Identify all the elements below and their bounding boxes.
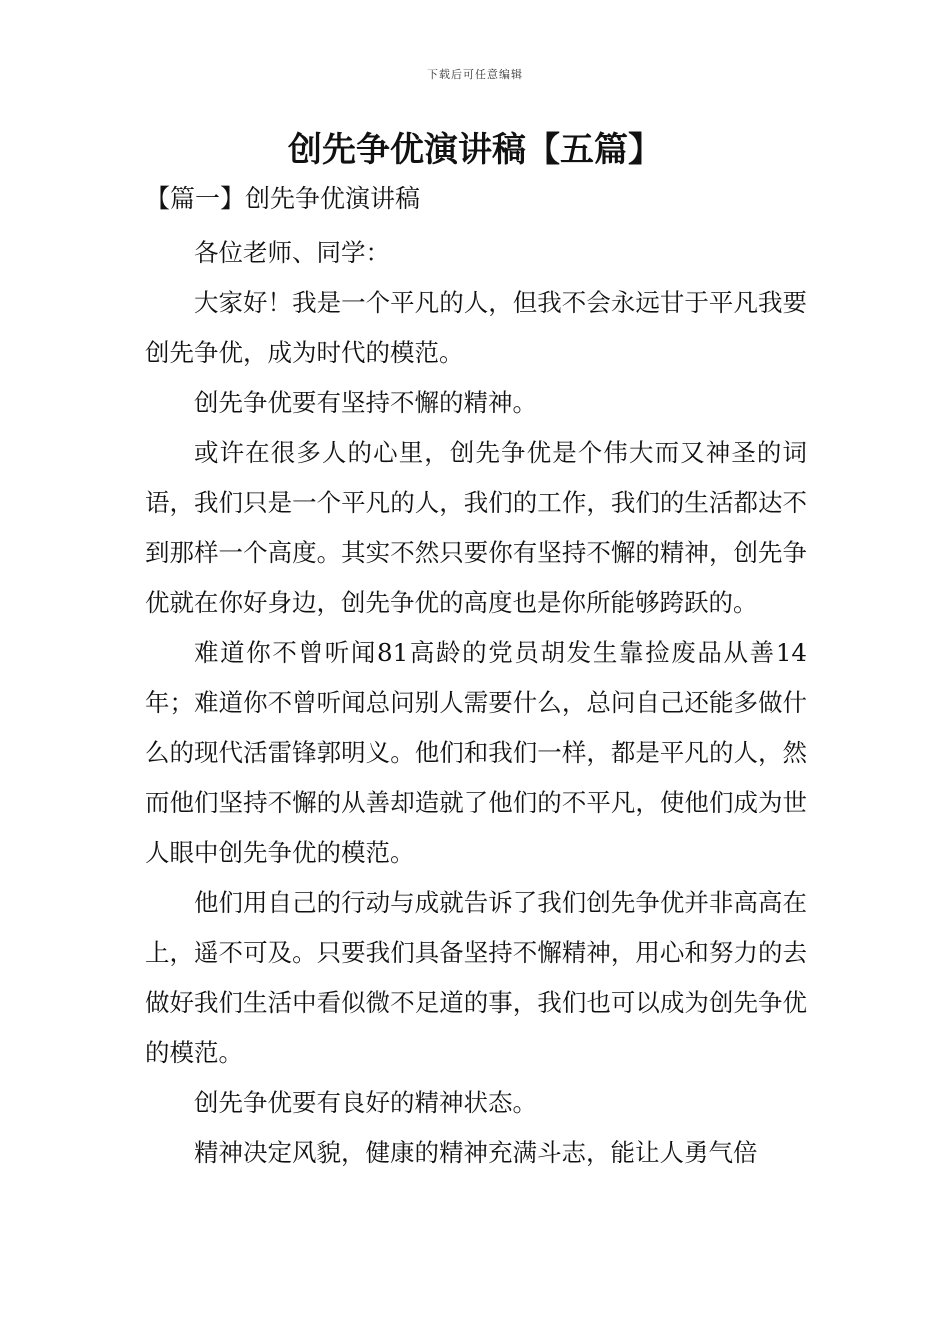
paragraph: 他们用自己的行动与成就告诉了我们创先争优并非高高在上，遥不可及。只要我们具备坚持不懈精神，用心和努力的去做好我们生活中看似微不足道的事，我们也可以成为创先争优的模范。	[145, 888, 807, 1067]
paragraph: 创先争优要有良好的精神状态。	[194, 1088, 537, 1117]
paragraph: 或许在很多人的心里，创先争优是个伟大而又神圣的词语，我们只是一个平凡的人，我们的工作，我们的生活都达不到那样一个高度。其实不然只要你有坚持不懈的精神，创先争优就在你好身边，创先争优的高度也是你所能够跨跃的。	[145, 438, 807, 617]
section-heading: 【篇一】创先争优演讲稿	[145, 184, 421, 213]
paragraph: 精神决定风貌，健康的精神充满斗志，能让人勇气倍	[194, 1138, 758, 1167]
paragraph: 创先争优要有坚持不懈的精神。	[194, 388, 537, 417]
document-body	[145, 228, 807, 1178]
header-note: 下载后可任意编辑	[427, 68, 523, 81]
paragraph: 大家好！我是一个平凡的人，但我不会永远甘于平凡我要创先争优，成为时代的模范。	[145, 288, 807, 367]
paragraph-greeting: 各位老师、同学：	[194, 238, 390, 267]
paragraph: 难道你不曾听闻81高龄的党员胡发生靠捡废品从善14年；难道你不曾听闻总问别人需要什么，总问自己还能多做什么的现代活雷锋郭明义。他们和我们一样，都是平凡的人，然而他们坚持不懈的从善却造就了他们的不平凡，使他们成为世人眼中创先争优的模范。	[145, 638, 807, 867]
document-title: 创先争优演讲稿【五篇】	[288, 130, 662, 170]
